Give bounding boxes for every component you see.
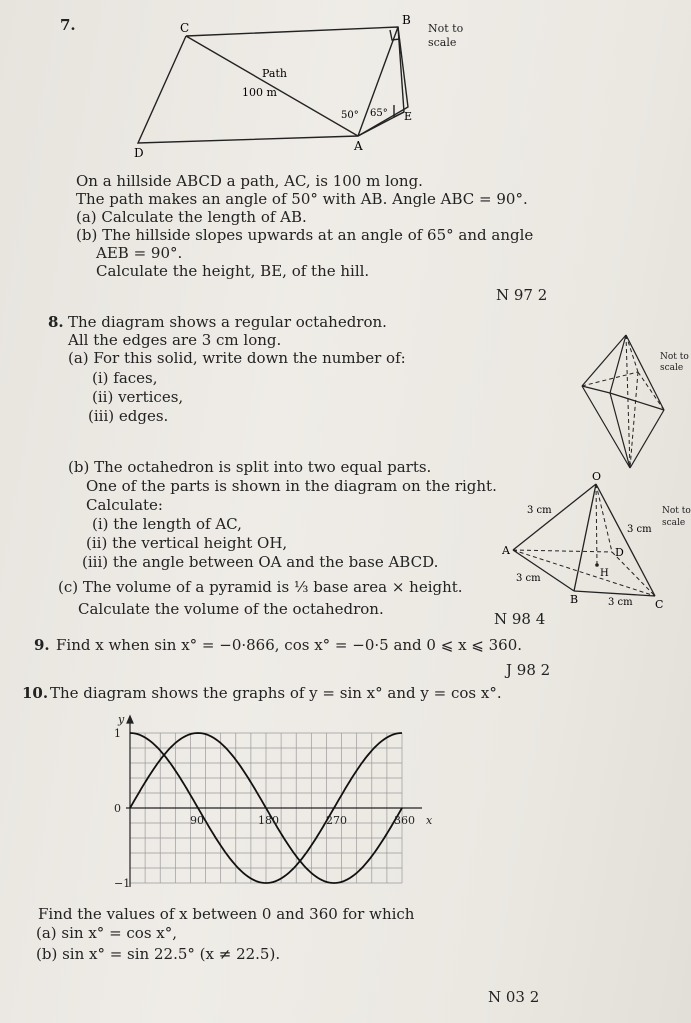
q9-text: Find x when sin x° = −0·866, cos x° = −0·5 and 0 ⩽ x ⩽ 360. (56, 636, 523, 654)
q8-octa-not-to-scale-1: Not to (660, 352, 689, 362)
q8-pyr-label-c: C (655, 598, 664, 611)
q8-pyr-not-to-scale-2: scale (662, 518, 686, 528)
q7-label-e: E (404, 110, 413, 123)
q7-label-a: A (354, 139, 363, 153)
q7-line-1: On a hillside ABCD a path, AC, is 100 m long. (76, 172, 423, 190)
y-axis-label: y (118, 713, 125, 726)
x-tick-label-180: 180 (258, 814, 279, 827)
q10-line-2: (a) sin x° = cos x°, (36, 924, 178, 942)
q8-line-b2: One of the parts is shown in the diagram on the right. (86, 477, 497, 495)
y-tick-label: 0 (114, 802, 121, 815)
q9-number: 9. (34, 636, 50, 654)
y-tick-label: 1 (114, 727, 121, 740)
q7-label-c: C (180, 21, 190, 35)
q7-label-angle-50: 50° (341, 110, 359, 121)
q8-pyr-label-d: D (615, 546, 624, 559)
q7-not-to-scale-1: Not to (428, 22, 464, 35)
q7-line-2: The path makes an angle of 50° with AB. Angle ABC = 90°. (76, 190, 528, 208)
q7-label-path: Path (262, 67, 287, 80)
q8-line-b3: Calculate: (86, 496, 163, 514)
q8-pyr-edge-label-3: 3 cm (516, 573, 541, 584)
q10-number: 10. (22, 684, 49, 702)
q8-pyr-not-to-scale-1: Not to (662, 506, 691, 516)
q10-line-3: (b) sin x° = sin 22.5° (x ≠ 22.5). (36, 945, 281, 963)
q8-pyr-edge-label-4: 3 cm (608, 597, 633, 608)
q7-label-distance: 100 m (242, 86, 277, 99)
q8-line-b5: (ii) the vertical height OH, (86, 534, 288, 552)
q8-number: 8. (48, 313, 64, 331)
q7-not-to-scale-2: scale (428, 36, 457, 49)
q8-line-5: (ii) vertices, (92, 388, 184, 406)
q8-pyr-label-h: H (600, 568, 609, 579)
q8-line-c2: Calculate the volume of the octahedron. (78, 600, 384, 618)
q10-text: The diagram shows the graphs of y = sin x° and y = cos x°. (50, 684, 502, 702)
q7-line-3: (a) Calculate the length of AB. (76, 208, 307, 226)
q7-line-4: (b) The hillside slopes upwards at an angle of 65° and angle (76, 226, 534, 244)
q7-label-angle-65: 65° (370, 108, 388, 119)
y-tick-label: −1 (114, 877, 131, 890)
q8-line-1: The diagram shows a regular octahedron. (68, 313, 387, 331)
q7-label-b: B (402, 13, 411, 27)
q8-pyr-label-b: B (570, 593, 579, 606)
q8-line-6: (iii) edges. (88, 407, 169, 425)
q8-pyr-edge-label-2: 3 cm (627, 524, 652, 535)
q10-reference: N 03 2 (488, 988, 540, 1006)
x-axis-label: x (426, 814, 433, 827)
q8-line-b4: (i) the length of AC, (92, 515, 242, 533)
q8-line-b1: (b) The octahedron is split into two equal parts. (68, 458, 432, 476)
x-tick-label-270: 270 (326, 814, 347, 827)
x-tick-label-90: 90 (190, 814, 204, 827)
q7-line-5: AEB = 90°. (96, 244, 183, 262)
graph-axes (126, 716, 422, 887)
q7-reference: N 97 2 (496, 286, 548, 304)
q8-line-4: (i) faces, (92, 369, 158, 387)
q8-line-c1: (c) The volume of a pyramid is ⅓ base area × height. (58, 578, 463, 596)
q8-reference: N 98 4 (494, 610, 546, 628)
x-tick-label-360: 360 (394, 814, 415, 827)
q8-line-2: All the edges are 3 cm long. (68, 331, 282, 349)
q9-reference: J 98 2 (506, 661, 551, 679)
q8-line-b6: (iii) the angle between OA and the base ABCD. (82, 553, 439, 571)
q8-pyr-edge-label-1: 3 cm (527, 505, 552, 516)
q8-pyr-label-o: O (592, 470, 602, 483)
q7-line-6: Calculate the height, BE, of the hill. (96, 262, 370, 280)
q8-octa-not-to-scale-2: scale (660, 363, 684, 373)
q8-pyr-label-a: A (502, 544, 510, 557)
q8-line-3: (a) For this solid, write down the number of: (68, 349, 406, 367)
q7-number: 7. (60, 16, 76, 34)
y-axis-arrow (127, 716, 133, 723)
q7-label-d: D (134, 146, 144, 160)
q10-line-1: Find the values of x between 0 and 360 for which (38, 905, 415, 923)
